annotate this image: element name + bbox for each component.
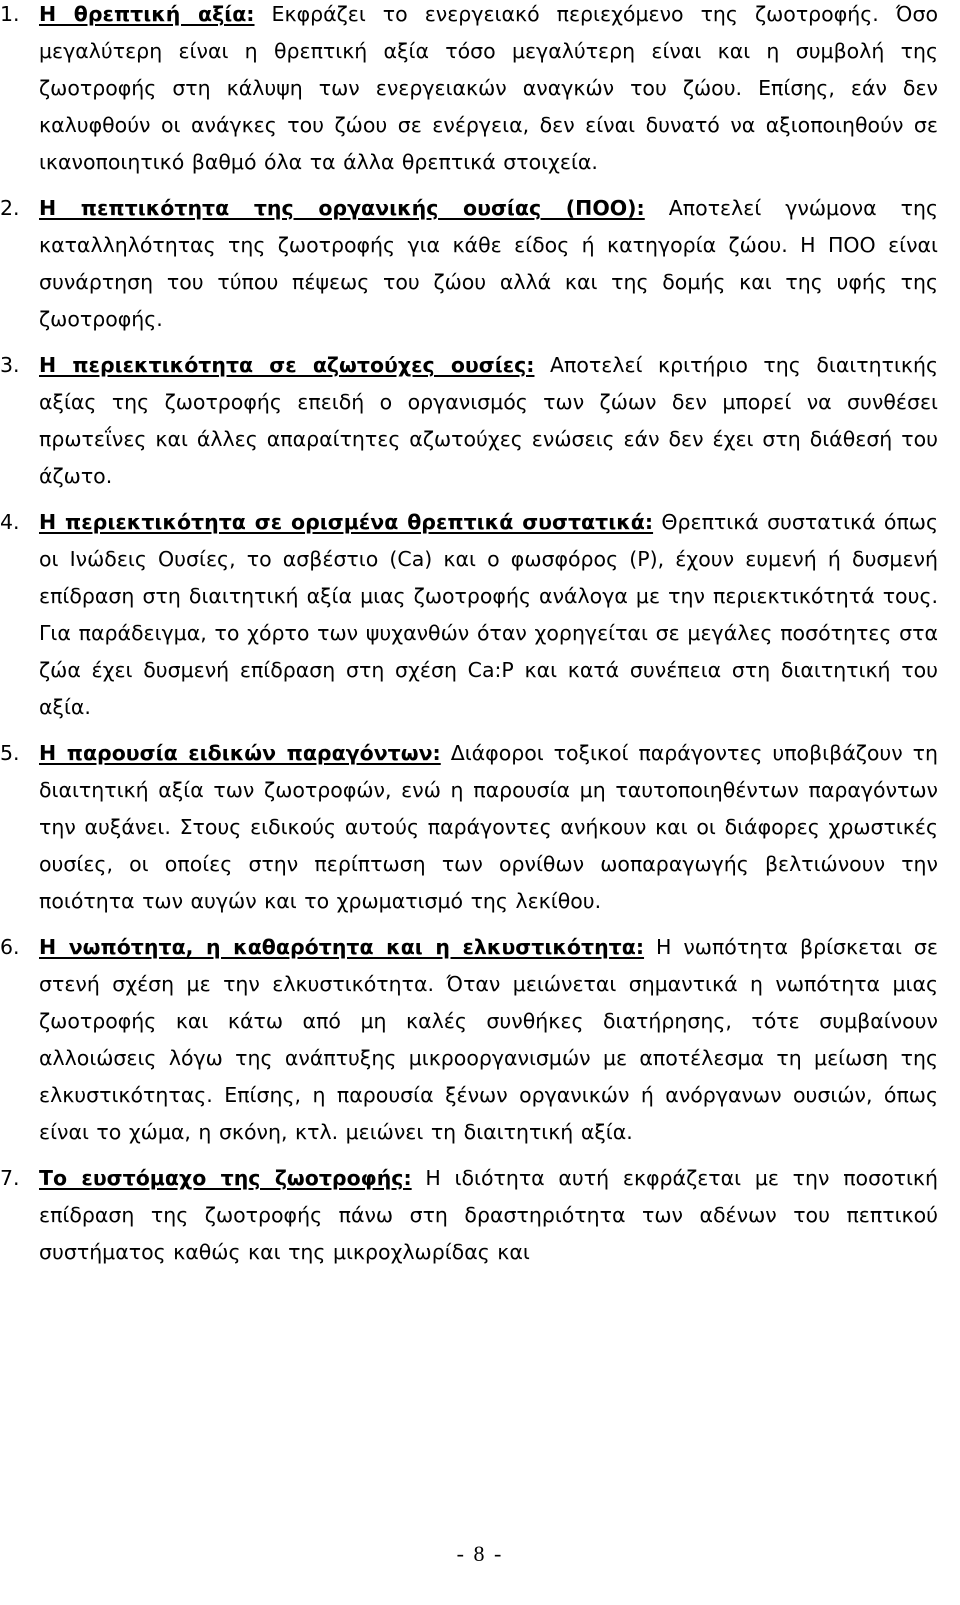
item-text: Θρεπτικά συστατικά όπως οι Ινώδεις Ουσίες, το ασβέστιο (Ca) και ο φωσφόρος (P), έχουν ευμενή ή δυσμενή επίδραση στη διαιτητική αξία μιας ζωοτροφής ανάλογα με την περιεκτικότητά τους. Για παράδειγμα, το χόρτο των ψυχανθών όταν χορηγείται σε μεγάλες ποσότητες στα ζώα έχει δυσμενή επίδραση στη σχέση Ca:P και κατά συνέπεια στη διαιτητική του αξία. (39, 510, 938, 719)
item-term: Η θρεπτική αξία: (39, 2, 255, 26)
item-text: Εκφράζει το ενεργειακό περιεχόμενο της ζωοτροφής. Όσο μεγαλύτερη είναι η θρεπτική αξία τόσο μεγαλύτερη είναι και η συμβολή της ζωοτροφής στη κάλυψη των ενεργειακών αναγκών του ζώου. Επίσης, εάν δεν καλυφθούν οι ανάγκες του ζώου σε ενέργεια, δεν είναι δυνατό να αξιοποιηθούν σε ικανοποιητικό βαθμό όλα τα άλλα θρεπτικά στοιχεία. (39, 2, 938, 174)
item-text: Αποτελεί κριτήριο της διαιτητικής αξίας της ζωοτροφής επειδή ο οργανισμός των ζώων δεν μπορεί να συνθέσει πρωτεΐνες και άλλες απαραίτητες αζωτούχες ενώσεις εάν δεν έχει στη διάθεσή του άζωτο. (39, 353, 938, 488)
item-number: 4. (0, 510, 20, 534)
list-item (0, 929, 938, 1151)
item-number: 1. (0, 2, 20, 26)
item-number: 5. (0, 741, 20, 765)
item-term: Η παρουσία ειδικών παραγόντων: (39, 741, 441, 765)
item-term: Η πεπτικότητα της οργανικής ουσίας (ΠΟΟ): (39, 196, 645, 220)
list-item (0, 0, 938, 181)
page-number: - 8 - (456, 1541, 504, 1566)
item-number: 2. (0, 196, 20, 220)
item-number: 7. (0, 1166, 20, 1190)
list-item (0, 347, 938, 495)
item-term: Η περιεκτικότητα σε αζωτούχες ουσίες: (39, 353, 535, 377)
item-number: 3. (0, 353, 20, 377)
item-text: Η νωπότητα βρίσκεται σε στενή σχέση με την ελκυστικότητα. Όταν μειώνεται σημαντικά η νωπότητα μιας ζωοτροφής και κάτω από μη καλές συνθήκες διατήρησης, τότε συμβαίνουν αλλοιώσεις λόγω της ανάπτυξης μικροοργανισμών με αποτέλεσμα τη μείωση της ελκυστικότητας. Επίσης, η παρουσία ξένων οργανικών ή ανόργανων ουσιών, όπως είναι το χώμα, η σκόνη, κτλ. μειώνει τη διαιτητική αξία. (39, 935, 938, 1144)
list-item (0, 190, 938, 338)
list-item (0, 1160, 938, 1271)
item-text: Η ιδιότητα αυτή εκφράζεται με την ποσοτική επίδραση της ζωοτροφής πάνω στη δραστηριότητα των αδένων του πεπτικού συστήματος καθώς και της μικροχλωρίδας και (39, 1166, 938, 1264)
item-text: Διάφοροι τοξικοί παράγοντες υποβιβάζουν τη διαιτητική αξία των ζωοτροφών, ενώ η παρουσία μη ταυτοποιηθέντων παραγόντων την αυξάνει. Στους ειδικούς αυτούς παράγοντες ανήκουν και οι διάφορες χρωστικές ουσίες, οι οποίες στην περίπτωση των ορνίθων ωοπαραγωγής βελτιώνουν την ποιότητα των αυγών και το χρωματισμό της λεκίθου. (39, 741, 938, 913)
item-term: Η νωπότητα, η καθαρότητα και η ελκυστικότητα: (39, 935, 645, 959)
list-item (0, 504, 938, 726)
item-number: 6. (0, 935, 20, 959)
list-item (0, 735, 938, 920)
item-term: Το ευστόμαχο της ζωοτροφής: (39, 1166, 412, 1190)
item-term: Η περιεκτικότητα σε ορισμένα θρεπτικά συστατικά: (39, 510, 654, 534)
item-text: Αποτελεί γνώμονα της καταλληλότητας της ζωοτροφής για κάθε είδος ή κατηγορία ζώου. Η ΠΟΟ είναι συνάρτηση του τύπου πέψεως του ζώου αλλά και της δομής και της υφής της ζωοτροφής. (39, 196, 938, 331)
